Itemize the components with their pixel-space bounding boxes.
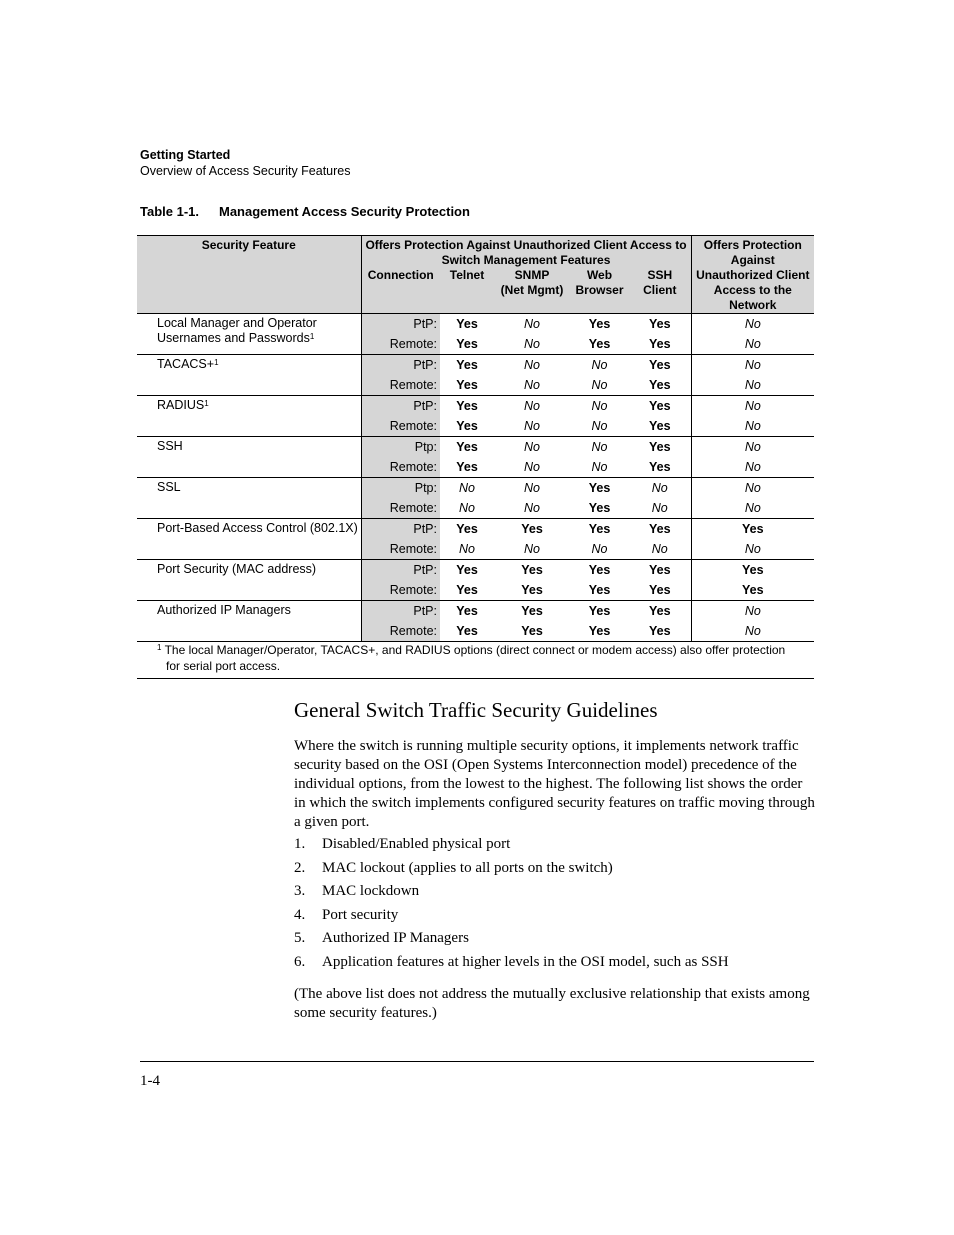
cell-telnet: Yes: [440, 519, 494, 540]
header-network-line: Against: [730, 253, 775, 267]
cell-web: No: [591, 542, 608, 556]
cell-web: Yes: [588, 583, 611, 597]
cell-network: No: [691, 437, 814, 458]
list-item: [294, 907, 729, 931]
header-network-line: Unauthorized Client: [696, 268, 810, 282]
section-heading: General Switch Traffic Security Guidelines: [294, 698, 658, 722]
list-item-text: MAC lockout (applies to all ports on the switch): [322, 859, 613, 876]
list-item-text: Authorized IP Managers: [322, 930, 469, 947]
cell-telnet: Yes: [440, 437, 494, 458]
table-footnote: [137, 642, 814, 679]
footnote-reference: 1: [214, 358, 219, 367]
cell-telnet: Yes: [456, 460, 478, 474]
cell-snmp: No: [524, 542, 540, 556]
connection-type: PtP:: [361, 519, 440, 540]
cell-web: Yes: [570, 478, 629, 499]
cell-web: No: [591, 419, 608, 433]
cell-web: Yes: [570, 560, 629, 581]
cell-web: No: [570, 437, 629, 458]
table-title: Management Access Security Protection: [219, 204, 470, 219]
cell-web: No: [570, 396, 629, 417]
cell-ssh: Yes: [649, 419, 671, 433]
connection-type: PtP:: [361, 314, 440, 335]
table-caption: [140, 204, 470, 219]
cell-snmp: Yes: [494, 560, 570, 581]
cell-network: No: [691, 457, 814, 478]
header-telnet: Telnet: [440, 268, 494, 314]
cell-web: Yes: [588, 317, 611, 331]
security-feature-name: [137, 601, 361, 642]
cell-telnet: No: [440, 478, 494, 499]
security-feature-name: [137, 355, 361, 396]
cell-telnet: No: [459, 542, 475, 556]
table-row: [137, 478, 814, 499]
connection-type: Remote:: [361, 375, 440, 396]
feature-name-text: Usernames and Passwords: [157, 331, 310, 345]
page-number: 1-4: [140, 1073, 160, 1089]
cell-telnet: Yes: [456, 337, 478, 351]
cell-snmp: Yes: [521, 583, 543, 597]
list-item: [294, 860, 729, 884]
cell-network: No: [691, 601, 814, 622]
list-item: [294, 954, 729, 978]
header-snmp-line: (Net Mgmt): [500, 283, 564, 297]
connection-type: Remote:: [361, 416, 440, 437]
cell-web: No: [570, 355, 629, 376]
cell-ssh: Yes: [629, 437, 691, 458]
cell-snmp: No: [524, 501, 540, 515]
connection-type: PtP:: [361, 601, 440, 622]
security-feature-name: [137, 478, 361, 519]
cell-ssh: Yes: [629, 601, 691, 622]
security-feature-name: [137, 437, 361, 478]
running-head: [140, 147, 351, 179]
cell-ssh: Yes: [629, 560, 691, 581]
footnote-reference: 1: [204, 399, 209, 408]
table-row: [137, 601, 814, 622]
connection-type: Remote:: [361, 621, 440, 642]
header-network-line: Offers Protection: [703, 238, 802, 252]
feature-name-text: RADIUS: [157, 398, 205, 412]
connection-type: PtP:: [361, 560, 440, 581]
header-web-line: Browser: [575, 283, 624, 297]
table-body: [137, 314, 814, 642]
cell-snmp: Yes: [494, 601, 570, 622]
connection-type: Remote:: [361, 457, 440, 478]
cell-web: Yes: [570, 601, 629, 622]
table-row: [137, 437, 814, 458]
feature-name-text: TACACS+: [157, 357, 215, 371]
cell-snmp: Yes: [521, 624, 543, 638]
header-group-line: Offers Protection Against Unauthorized Client Access to: [365, 238, 687, 252]
header-network-line: Network: [729, 298, 777, 312]
header-ssh-line: SSH: [647, 268, 673, 282]
cell-snmp: No: [524, 378, 540, 392]
table-row: [137, 355, 814, 376]
cell-web: No: [591, 460, 608, 474]
footnote-text-line1: The local Manager/Operator, TACACS+, and RADIUS options (direct connect or modem access) also offer protection: [164, 643, 786, 657]
cell-snmp: No: [494, 437, 570, 458]
cell-telnet: No: [459, 501, 475, 515]
cell-ssh: Yes: [649, 583, 671, 597]
cell-network: No: [691, 478, 814, 499]
connection-type: PtP:: [361, 355, 440, 376]
feature-name-text: Port-Based Access Control (802.1X): [157, 521, 358, 535]
cell-ssh: Yes: [629, 519, 691, 540]
header-web-line: Web: [586, 268, 613, 282]
cell-ssh: No: [651, 501, 668, 515]
cell-telnet: Yes: [456, 419, 478, 433]
cell-network: Yes: [691, 560, 814, 581]
table-row: [137, 314, 814, 335]
note-paragraph: (The above list does not address the mutually exclusive relationship that exists among some security features.): [294, 986, 810, 1021]
cell-ssh: Yes: [649, 337, 671, 351]
header-group-line: Switch Management Features: [441, 253, 611, 267]
cell-telnet: Yes: [456, 378, 478, 392]
header-network-protection: [691, 236, 814, 314]
list-item-text: Disabled/Enabled physical port: [322, 836, 511, 852]
security-table: [137, 235, 814, 679]
list-item-text: MAC lockdown: [322, 883, 420, 900]
cell-web: Yes: [588, 624, 611, 638]
cell-telnet: Yes: [440, 396, 494, 417]
list-item-number: 4.: [294, 906, 306, 923]
cell-snmp: No: [524, 460, 540, 474]
footnote-reference: 1: [309, 332, 315, 341]
feature-name-text: SSL: [157, 480, 181, 494]
security-feature-name: [137, 396, 361, 437]
list-item: [294, 883, 729, 907]
cell-network: No: [691, 498, 814, 519]
connection-type: PtP:: [361, 396, 440, 417]
cell-ssh: Yes: [629, 396, 691, 417]
cell-ssh: No: [629, 478, 691, 499]
cell-ssh: Yes: [649, 378, 671, 392]
cell-snmp: No: [524, 317, 540, 331]
list-item-number: 1.: [294, 836, 306, 852]
cell-ssh: Yes: [629, 355, 691, 376]
header-connection: Connection: [361, 268, 440, 314]
footer-rule: [140, 1061, 814, 1062]
connection-type: Remote:: [361, 498, 440, 519]
connection-type: Remote:: [361, 334, 440, 355]
cell-web: Yes: [588, 337, 611, 351]
connection-type: Ptp:: [361, 478, 440, 499]
cell-network: No: [691, 539, 814, 560]
cell-snmp: No: [494, 355, 570, 376]
cell-ssh: No: [651, 542, 668, 556]
table-row: [137, 519, 814, 540]
precedence-list: [294, 836, 729, 978]
cell-telnet: Yes: [440, 601, 494, 622]
cell-network: Yes: [691, 580, 814, 601]
cell-network: No: [691, 375, 814, 396]
list-item-text: Port security: [322, 906, 399, 923]
cell-web: Yes: [588, 501, 611, 515]
table-row: [137, 396, 814, 417]
cell-web: Yes: [570, 519, 629, 540]
list-item-number: 5.: [294, 930, 306, 947]
cell-telnet: Yes: [440, 560, 494, 581]
cell-telnet: Yes: [456, 317, 478, 331]
chapter-title: Getting Started: [140, 148, 231, 162]
header-security-feature: Security Feature: [137, 236, 361, 314]
header-web-browser: [570, 268, 629, 314]
header-management-group: [361, 236, 691, 269]
footnote-text-line2: for serial port access.: [166, 659, 281, 673]
intro-paragraph: Where the switch is running multiple security options, it implements network traffic security based on the OSI (Open Systems Interconnection model) precedence of the individual options, from the lowest to the highest. The following list shows the order in which the switch implements configured security features on traffic moving through a given port.: [294, 738, 815, 830]
security-feature-name: [137, 560, 361, 601]
header-ssh-client: [629, 268, 691, 314]
header-snmp: [494, 268, 570, 314]
footnote-mark: 1: [157, 643, 162, 652]
list-item: [294, 836, 729, 860]
cell-snmp: No: [524, 419, 540, 433]
cell-snmp: No: [494, 396, 570, 417]
cell-snmp: No: [524, 337, 540, 351]
cell-network: No: [691, 416, 814, 437]
feature-name-text: Authorized IP Managers: [157, 603, 291, 617]
list-item-number: 3.: [294, 883, 306, 900]
list-item-text: Application features at higher levels in the OSI model, such as SSH: [322, 953, 729, 970]
table-row: [137, 560, 814, 581]
section-subtitle: Overview of Access Security Features: [140, 164, 351, 178]
feature-name-text: SSH: [157, 439, 183, 453]
header-snmp-line: SNMP: [514, 268, 550, 282]
cell-ssh: Yes: [649, 460, 671, 474]
cell-snmp: Yes: [494, 519, 570, 540]
cell-network: No: [691, 621, 814, 642]
cell-telnet: Yes: [456, 583, 478, 597]
list-item: [294, 930, 729, 954]
header-ssh-line: Client: [643, 283, 677, 297]
cell-network: Yes: [691, 519, 814, 540]
cell-snmp: No: [494, 478, 570, 499]
connection-type: Remote:: [361, 580, 440, 601]
header-network-line: Access to the: [713, 283, 792, 297]
feature-name-text: Local Manager and Operator: [157, 316, 317, 330]
cell-network: No: [691, 355, 814, 376]
feature-name-text: Port Security (MAC address): [157, 562, 317, 576]
list-item-number: 2.: [294, 859, 306, 876]
connection-type: Ptp:: [361, 437, 440, 458]
cell-network: No: [691, 396, 814, 417]
cell-ssh: Yes: [649, 317, 671, 331]
connection-type: Remote:: [361, 539, 440, 560]
security-feature-name: [137, 314, 361, 355]
table-number: Table 1-1.: [140, 204, 200, 219]
cell-network: No: [691, 334, 814, 355]
list-item-number: 6.: [294, 953, 306, 970]
cell-telnet: Yes: [456, 624, 478, 638]
cell-telnet: Yes: [440, 355, 494, 376]
cell-web: No: [591, 378, 608, 392]
cell-ssh: Yes: [649, 624, 671, 638]
security-feature-name: [137, 519, 361, 560]
cell-network: No: [691, 314, 814, 335]
